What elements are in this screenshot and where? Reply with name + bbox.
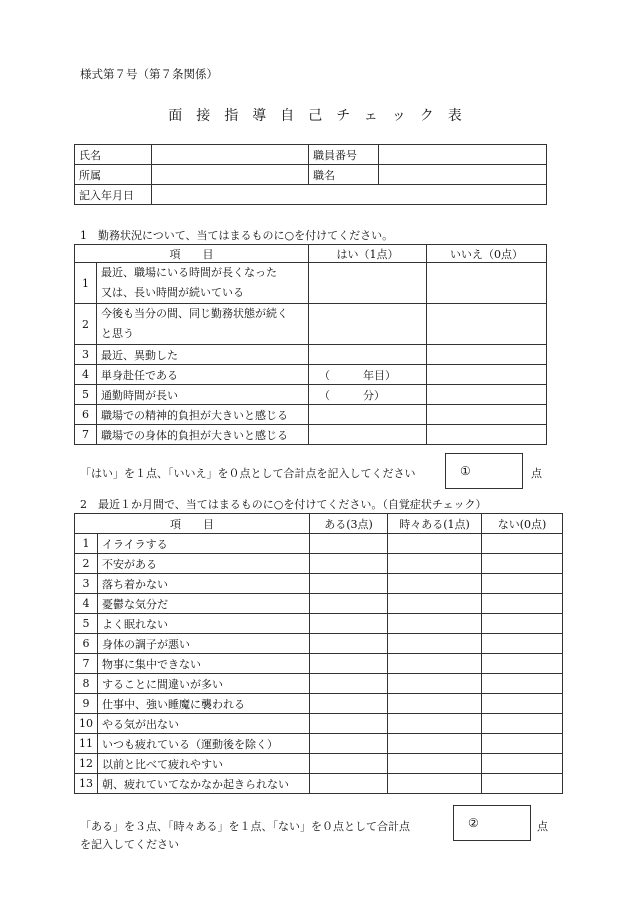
yes-cell[interactable]: [310, 694, 388, 714]
yes-cell[interactable]: [309, 425, 427, 445]
row-text: 最近、職場にいる時間が長くなった 又は、長い時間が続いている: [97, 263, 309, 304]
yes-cell[interactable]: [309, 304, 427, 345]
table-row: [75, 534, 563, 554]
no-cell[interactable]: [427, 385, 547, 405]
yes-cell[interactable]: [310, 614, 388, 634]
name-label: 氏名: [75, 145, 152, 165]
sometimes-cell[interactable]: [388, 774, 482, 794]
section2-score-box[interactable]: [453, 805, 531, 841]
score-symbol-2: ②: [468, 816, 479, 830]
row-number: 7: [75, 425, 97, 445]
sometimes-cell[interactable]: [388, 674, 482, 694]
row-number: 7: [75, 654, 98, 674]
sometimes-cell[interactable]: [388, 574, 482, 594]
sometimes-cell[interactable]: [388, 734, 482, 754]
yes-cell[interactable]: [310, 654, 388, 674]
row-text: することに間違いが多い: [98, 674, 310, 694]
yes-cell[interactable]: （ 分）: [309, 385, 427, 405]
sometimes-cell[interactable]: [388, 694, 482, 714]
sometimes-cell[interactable]: [388, 534, 482, 554]
table-row: [75, 594, 563, 614]
row-text: よく眠れない: [98, 614, 310, 634]
no-cell[interactable]: [482, 634, 563, 654]
row-text: 職場での精神的負担が大きいと感じる: [97, 405, 309, 425]
table-row: [75, 674, 563, 694]
table-row: [75, 734, 563, 754]
no-cell[interactable]: [427, 263, 547, 304]
row-text: 以前と比べて疲れやすい: [98, 754, 310, 774]
table-row: [75, 365, 547, 385]
section2-heading: 2 最近１か月間で、当てはまるものに○を付けてください。（自覚症状チェック）: [80, 498, 487, 511]
yes-cell[interactable]: [310, 674, 388, 694]
row-number: 2: [75, 554, 98, 574]
work-status-table: [74, 244, 547, 445]
table-row: [75, 574, 563, 594]
staff-info-table: [74, 144, 547, 205]
table-row: [75, 345, 547, 365]
row-number: 4: [75, 594, 98, 614]
no-cell[interactable]: [482, 534, 563, 554]
sometimes-cell[interactable]: [388, 754, 482, 774]
row-text: 単身赴任である: [97, 365, 309, 385]
yes-cell[interactable]: [310, 554, 388, 574]
section1-score-note: 「はい」を１点、「いいえ」を０点として合計点を記入してください: [80, 467, 416, 480]
table-row: [75, 694, 563, 714]
row-number: 3: [75, 345, 97, 365]
row-number: 11: [75, 734, 98, 754]
row-number: 9: [75, 694, 98, 714]
section1-heading: 1 勤務状況について、当てはまるものに○を付けてください。: [80, 229, 394, 242]
row-number: 3: [75, 574, 98, 594]
row-text: 仕事中、強い睡魔に襲われる: [98, 694, 310, 714]
form-reference: 様式第７号（第７条関係）: [80, 67, 218, 81]
section2-score-unit: 点: [537, 820, 548, 833]
yes-cell[interactable]: [310, 754, 388, 774]
row-text: 職場での身体的負担が大きいと感じる: [97, 425, 309, 445]
affiliation-field[interactable]: [152, 165, 309, 185]
yes-cell[interactable]: [310, 734, 388, 754]
col-sometimes-header: 時々ある(1点): [388, 514, 482, 534]
section1-score-box[interactable]: [445, 453, 523, 489]
section1-score-unit: 点: [531, 467, 542, 480]
col-item-header: 項 目: [75, 514, 310, 534]
yes-cell[interactable]: [309, 405, 427, 425]
sometimes-cell[interactable]: [388, 654, 482, 674]
col-item-header: 項 目: [75, 245, 309, 263]
date-field[interactable]: [152, 185, 547, 205]
no-cell[interactable]: [482, 694, 563, 714]
yes-cell[interactable]: （ 年目）: [309, 365, 427, 385]
no-cell[interactable]: [482, 594, 563, 614]
row-text: 物事に集中できない: [98, 654, 310, 674]
row-text: イライラする: [98, 534, 310, 554]
col-yes-header: はい（1点）: [309, 245, 427, 263]
position-label: 職名: [309, 165, 379, 185]
row-text: 朝、疲れていてなかなか起きられない: [98, 774, 310, 794]
no-cell[interactable]: [482, 714, 563, 734]
row-text: 落ち着かない: [98, 574, 310, 594]
table-row: [75, 405, 547, 425]
table-row: [75, 554, 563, 574]
table-row: [75, 263, 547, 304]
yes-cell[interactable]: [310, 774, 388, 794]
yes-cell[interactable]: [310, 634, 388, 654]
table-row: [75, 614, 563, 634]
yes-cell[interactable]: [310, 534, 388, 554]
position-field[interactable]: [379, 165, 547, 185]
row-text: 今後も当分の間、同じ勤務状態が続く と思う: [97, 304, 309, 345]
row-number: 6: [75, 405, 97, 425]
row-text: やる気が出ない: [98, 714, 310, 734]
col-no-header: いいえ（0点）: [427, 245, 547, 263]
no-cell[interactable]: [427, 365, 547, 385]
row-number: 12: [75, 754, 98, 774]
no-cell[interactable]: [482, 774, 563, 794]
table-row: [75, 385, 547, 405]
name-field[interactable]: [152, 145, 309, 165]
row-number: 13: [75, 774, 98, 794]
no-cell[interactable]: [482, 754, 563, 774]
row-number: 5: [75, 614, 98, 634]
sometimes-cell[interactable]: [388, 614, 482, 634]
table-row: [75, 304, 547, 345]
page-title: 面接指導自己チェック表: [168, 108, 476, 124]
sometimes-cell[interactable]: [388, 634, 482, 654]
date-label: 記入年月日: [75, 185, 152, 205]
score-symbol-1: ①: [460, 464, 471, 478]
row-number: 5: [75, 385, 97, 405]
table-row: [75, 654, 563, 674]
col-yes-header: ある(3点): [310, 514, 388, 534]
no-cell[interactable]: [427, 405, 547, 425]
staff-number-field[interactable]: [379, 145, 547, 165]
no-cell[interactable]: [482, 574, 563, 594]
row-number: 4: [75, 365, 97, 385]
table-row: [75, 425, 547, 445]
symptom-check-table: [74, 513, 563, 794]
sometimes-cell[interactable]: [388, 714, 482, 734]
no-cell[interactable]: [482, 614, 563, 634]
section2-score-note-line2: を記入してください: [80, 838, 179, 851]
table-row: [75, 774, 563, 794]
row-number: 6: [75, 634, 98, 654]
sometimes-cell[interactable]: [388, 594, 482, 614]
table-row: [75, 634, 563, 654]
col-no-header: ない(0点): [482, 514, 563, 534]
row-text: 不安がある: [98, 554, 310, 574]
no-cell[interactable]: [427, 304, 547, 345]
no-cell[interactable]: [482, 654, 563, 674]
no-cell[interactable]: [427, 425, 547, 445]
row-text: 通勤時間が長い: [97, 385, 309, 405]
no-cell[interactable]: [482, 734, 563, 754]
section2-score-note-line1: 「ある」を３点、「時々ある」を１点、「ない」を０点として合計点: [80, 820, 410, 833]
no-cell[interactable]: [482, 554, 563, 574]
row-number: 1: [75, 534, 98, 554]
row-number: 1: [75, 263, 97, 304]
row-number: 8: [75, 674, 98, 694]
yes-cell[interactable]: [310, 714, 388, 734]
table-row: [75, 714, 563, 734]
row-text: いつも疲れている（運動後を除く）: [98, 734, 310, 754]
row-text: 身体の調子が悪い: [98, 634, 310, 654]
no-cell[interactable]: [427, 345, 547, 365]
row-text: 憂鬱な気分だ: [98, 594, 310, 614]
table-row: [75, 754, 563, 774]
row-text: 最近、異動した: [97, 345, 309, 365]
row-number: 10: [75, 714, 98, 734]
yes-cell[interactable]: [309, 263, 427, 304]
row-number: 2: [75, 304, 97, 345]
staff-number-label: 職員番号: [309, 145, 379, 165]
affiliation-label: 所属: [75, 165, 152, 185]
yes-cell[interactable]: [310, 574, 388, 594]
yes-cell[interactable]: [310, 594, 388, 614]
yes-cell[interactable]: [309, 345, 427, 365]
no-cell[interactable]: [482, 674, 563, 694]
sometimes-cell[interactable]: [388, 554, 482, 574]
